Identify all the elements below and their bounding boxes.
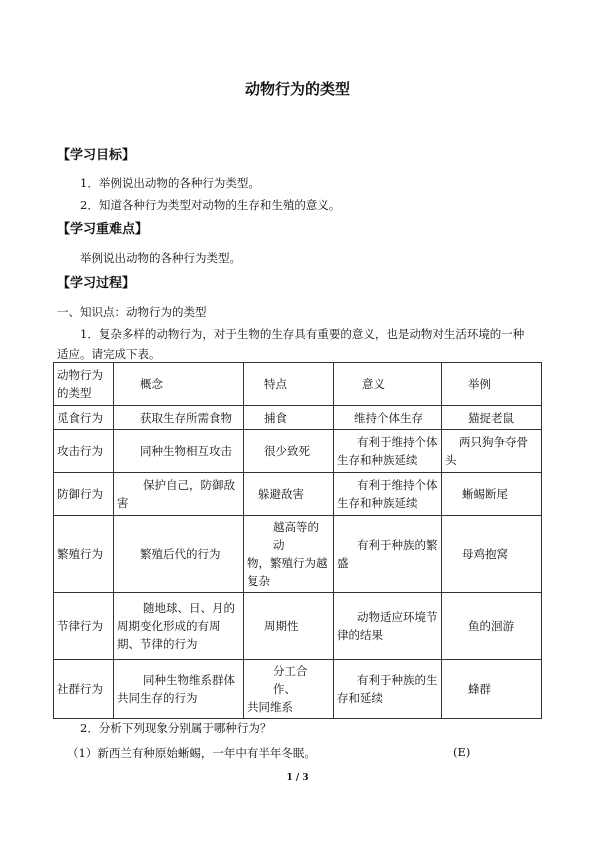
- question-2-item-1: （1）新西兰有种原始蜥蜴，一年中有半年冬眠。: [67, 746, 316, 760]
- row-1-example-line-1: 猫捉老鼠: [468, 410, 514, 425]
- question-1-line-2: 适应。请完成下表。: [57, 347, 161, 361]
- table-row: [54, 593, 542, 660]
- row-5-concept: [114, 593, 244, 660]
- process-heading: 【学习过程】: [57, 276, 136, 291]
- row-3-meaning-line-1: 有利于维持个体: [357, 478, 438, 492]
- header-cell-type: [54, 363, 114, 406]
- row-1-meaning: [334, 406, 442, 430]
- row-4-feature-line-2: 物，繁殖行为越: [247, 556, 328, 570]
- row-5-concept-line-3: 期、节律的行为: [117, 637, 198, 651]
- table-row: [54, 660, 542, 719]
- key-points-heading: 【学习重难点】: [57, 222, 149, 237]
- question-1-line-1: 1．复杂多样的动物行为，对于生物的生存具有重要的意义，也是动物对生活环境的一种: [80, 327, 525, 341]
- row-2-meaning-line-2: 生存和种族延续: [337, 453, 418, 467]
- row-2-meaning: [334, 430, 442, 473]
- row-2-example: [442, 430, 542, 473]
- row-4-meaning-line-2: 盛: [337, 556, 349, 570]
- row-2-concept: [114, 430, 244, 473]
- table-row: [54, 516, 542, 593]
- row-3-feature: [244, 473, 334, 516]
- table-row: [54, 406, 542, 430]
- row-2-concept-line-1: 同种生物相互攻击: [140, 444, 232, 458]
- row-2-example-line-2: 头: [445, 453, 457, 467]
- row-3-type: 防御行为: [54, 473, 114, 516]
- objective-item-2: 2．知道各种行为类型对动物的生存和生殖的意义。: [80, 198, 341, 212]
- row-6-meaning-line-2: 存和延续: [337, 691, 383, 705]
- row-6-feature: [244, 660, 334, 719]
- row-5-example: [442, 593, 542, 660]
- row-5-concept-line-2: 周期变化形成的有周: [117, 619, 221, 633]
- row-5-example-line-1: 鱼的洄游: [468, 619, 514, 633]
- question-2-answer-1: (E): [453, 745, 471, 759]
- row-6-feature-line-1: 分工合作、: [273, 664, 308, 696]
- row-3-example-line-1: 蜥蜴断尾: [462, 487, 508, 501]
- header-cell-feature: 特点: [244, 363, 334, 406]
- header-cell-meaning: 意义: [334, 363, 442, 406]
- row-6-example: [442, 660, 542, 719]
- row-6-meaning-line-1: 有利于种族的生: [357, 673, 438, 687]
- row-5-type: 节律行为: [54, 593, 114, 660]
- header-type-line-1: 动物行为: [57, 368, 103, 382]
- table-header-row: [54, 363, 542, 406]
- row-4-concept: [114, 516, 244, 593]
- row-1-type: 觅食行为: [54, 406, 114, 430]
- row-6-meaning: [334, 660, 442, 719]
- objectives-heading: 【学习目标】: [57, 148, 136, 163]
- row-4-concept-line-1: 繁殖后代的行为: [140, 547, 221, 561]
- question-2-prompt: 2．分析下列现象分别属于哪种行为？: [80, 721, 272, 735]
- row-1-feature-line-1: 捕食: [264, 410, 287, 425]
- row-5-meaning-line-1: 动物适应环境节: [357, 610, 438, 624]
- row-3-concept-line-1: 保护自己，防御敌: [143, 478, 235, 492]
- row-5-concept-line-1: 随地球、日、月的: [143, 601, 235, 615]
- row-4-feature-line-3: 复杂: [247, 574, 270, 588]
- row-4-meaning-line-1: 有利于种族的繁: [357, 538, 438, 552]
- header-type-line-2: 的类型: [57, 386, 92, 400]
- key-points-text: 举例说出动物的各种行为类型。: [80, 251, 241, 265]
- row-1-concept: [114, 406, 244, 430]
- table-row: [54, 430, 542, 473]
- row-1-example: [442, 406, 542, 430]
- row-4-example-line-1: 母鸡抱窝: [462, 547, 508, 561]
- row-4-meaning: [334, 516, 442, 593]
- row-4-type: 繁殖行为: [54, 516, 114, 593]
- row-3-concept: [114, 473, 244, 516]
- row-1-concept-line-1: 获取生存所需食物: [140, 410, 232, 425]
- knowledge-title: 一、知识点：动物行为的类型: [57, 305, 207, 319]
- row-6-feature-line-2: 共同维系: [247, 700, 293, 714]
- row-5-meaning: [334, 593, 442, 660]
- row-4-feature-line-1: 越高等的动: [273, 520, 319, 552]
- row-6-example-line-1: 蜂群: [468, 682, 491, 696]
- table-row: [54, 473, 542, 516]
- row-1-feature: [244, 406, 334, 430]
- row-2-example-line-1: 两只狗争夺骨: [459, 435, 528, 449]
- row-3-example: [442, 473, 542, 516]
- page-number: 1 / 3: [286, 773, 309, 783]
- row-5-feature: [244, 593, 334, 660]
- row-6-concept-line-1: 同种生物维系群体: [143, 673, 235, 687]
- behavior-types-table: [53, 362, 542, 719]
- row-3-meaning-line-2: 生存和种族延续: [337, 496, 418, 510]
- row-1-meaning-line-1: 维持个体生存: [354, 410, 423, 425]
- row-4-feature: [244, 516, 334, 593]
- row-5-meaning-line-2: 律的结果: [337, 628, 383, 642]
- row-6-concept-line-2: 共同生存的行为: [117, 691, 198, 705]
- header-cell-concept: 概念: [114, 363, 244, 406]
- row-2-feature-line-1: 很少致死: [264, 444, 310, 458]
- row-3-meaning: [334, 473, 442, 516]
- row-3-feature-line-1: 躲避敌害: [258, 487, 304, 501]
- row-6-type: 社群行为: [54, 660, 114, 719]
- row-2-feature: [244, 430, 334, 473]
- objective-item-1: 1．举例说出动物的各种行为类型。: [80, 176, 260, 190]
- row-5-feature-line-1: 周期性: [264, 619, 299, 633]
- row-6-concept: [114, 660, 244, 719]
- header-cell-example: 举例: [442, 363, 542, 406]
- row-2-meaning-line-1: 有利于维持个体: [357, 435, 438, 449]
- page-title: 动物行为的类型: [244, 80, 350, 98]
- row-3-concept-line-2: 害: [117, 496, 129, 510]
- row-2-type: 攻击行为: [54, 430, 114, 473]
- row-4-example: [442, 516, 542, 593]
